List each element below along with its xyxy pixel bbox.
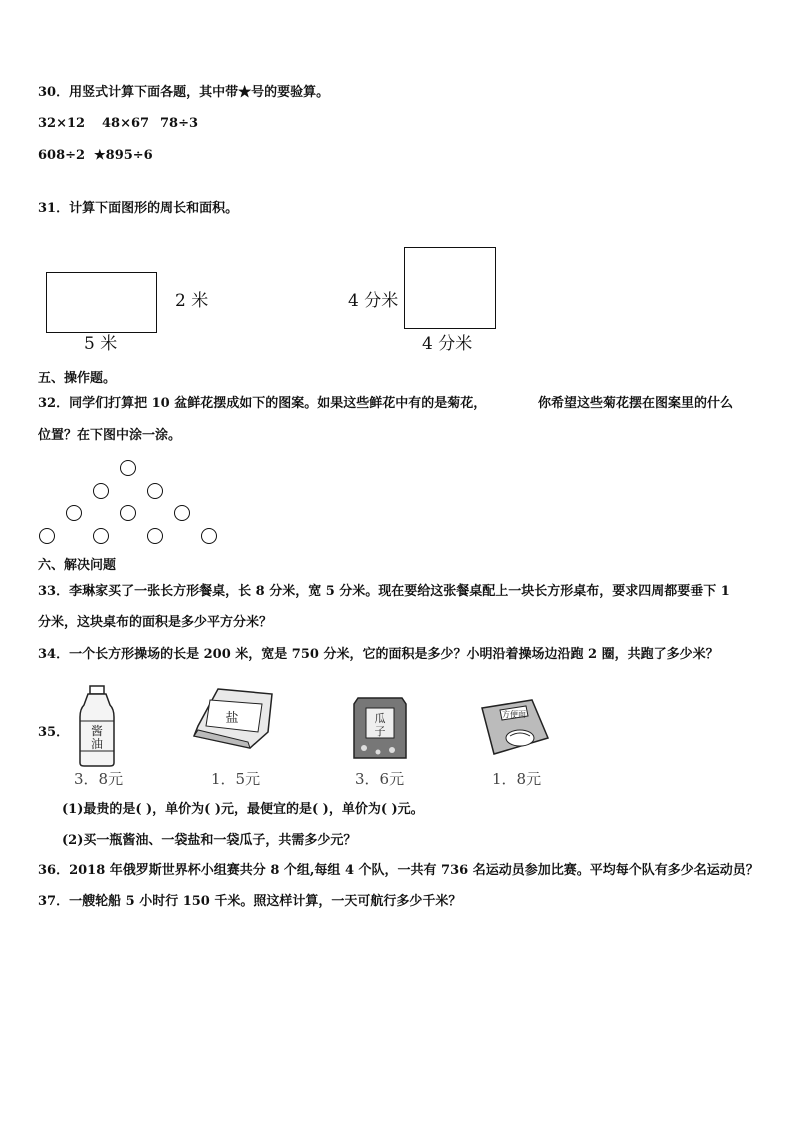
flower-circle[interactable] bbox=[93, 528, 109, 544]
q30-title: 30．用竖式计算下面各题，其中带★号的要验算。 bbox=[38, 85, 330, 100]
flower-circle[interactable] bbox=[39, 528, 55, 544]
flower-circle[interactable] bbox=[66, 505, 82, 521]
q30-expr-5: ★895÷6 bbox=[94, 148, 153, 163]
section-6-heading: 六、解决问题 bbox=[38, 558, 117, 573]
q32-text-1a: 32．同学们打算把 10 盆鲜花摆成如下的图案。如果这些鲜花中有的是菊花， bbox=[38, 396, 487, 411]
section-5-heading: 五、操作题。 bbox=[38, 371, 117, 386]
flower-circle[interactable] bbox=[120, 505, 136, 521]
q35-sub-2: (2)买一瓶酱油、一袋盐和一袋瓜子，共需多少元？ bbox=[62, 833, 357, 848]
q30-expr-1: 32×12 bbox=[38, 116, 86, 131]
rectangle-length-label: 5 米 bbox=[84, 334, 118, 354]
flower-circle[interactable] bbox=[174, 505, 190, 521]
flower-circle[interactable] bbox=[201, 528, 217, 544]
q37-text: 37．一艘轮船 5 小时行 150 千米。照这样计算，一天可航行多少千米？ bbox=[38, 894, 462, 909]
svg-text:酱: 酱 bbox=[90, 724, 104, 738]
instant-noodle-pack-icon bbox=[478, 698, 550, 756]
square-bottom-label: 4 分米 bbox=[422, 334, 473, 354]
q34-text: 34．一个长方形操场的长是 200 米，宽是 750 分米，它的面积是多少？小明沿着操场边沿跑 2 圈，共跑了多少米？ bbox=[38, 647, 719, 662]
rectangle-width-label: 2 米 bbox=[175, 291, 209, 311]
seeds-bag-icon bbox=[352, 694, 408, 764]
price-seeds: 3．6元 bbox=[355, 770, 405, 788]
q32-text-1b: 你希望这些菊花摆在图案里的什么 bbox=[538, 396, 734, 411]
square-figure bbox=[404, 247, 496, 329]
svg-text:方便面: 方便面 bbox=[502, 710, 526, 719]
q33-text-2: 分米，这块桌布的面积是多少平方分米？ bbox=[38, 615, 273, 630]
soy-sauce-bottle-icon bbox=[74, 685, 120, 767]
flower-circle[interactable] bbox=[147, 528, 163, 544]
svg-text:盐: 盐 bbox=[225, 711, 239, 726]
rectangle-figure bbox=[46, 272, 157, 333]
q33-text-1: 33．李琳家买了一张长方形餐桌，长 8 分米，宽 5 分米。现在要给这张餐桌配上一块长方形桌布，要求四周都要垂下 1 bbox=[38, 584, 730, 599]
salt-bag-icon bbox=[190, 686, 276, 752]
q35-label: 35． bbox=[38, 725, 70, 740]
price-salt: 1．5元 bbox=[211, 770, 261, 788]
q30-expr-4: 608÷2 bbox=[38, 148, 86, 163]
svg-text:瓜: 瓜 bbox=[374, 712, 386, 725]
svg-text:油: 油 bbox=[90, 737, 104, 751]
price-soy-sauce: 3．8元 bbox=[74, 770, 124, 788]
q30-expr-2: 48×67 bbox=[102, 116, 150, 131]
price-noodles: 1．8元 bbox=[492, 770, 542, 788]
q36-text: 36．2018 年俄罗斯世界杯小组赛共分 8 个组,每组 4 个队，一共有 736 名运动员参加比赛。平均每个队有多少名运动员？ bbox=[38, 863, 759, 878]
square-side-label: 4 分米 bbox=[348, 291, 399, 311]
q30-expr-3: 78÷3 bbox=[160, 116, 199, 131]
flower-circle[interactable] bbox=[93, 483, 109, 499]
flower-circle[interactable] bbox=[147, 483, 163, 499]
q31-title: 31．计算下面图形的周长和面积。 bbox=[38, 201, 239, 216]
svg-text:子: 子 bbox=[374, 725, 386, 738]
q32-text-2: 位置？在下图中涂一涂。 bbox=[38, 428, 182, 443]
flower-circle[interactable] bbox=[120, 460, 136, 476]
q35-sub-1: (1)最贵的是( )，单价为( )元，最便宜的是( )，单价为( )元。 bbox=[62, 802, 424, 817]
